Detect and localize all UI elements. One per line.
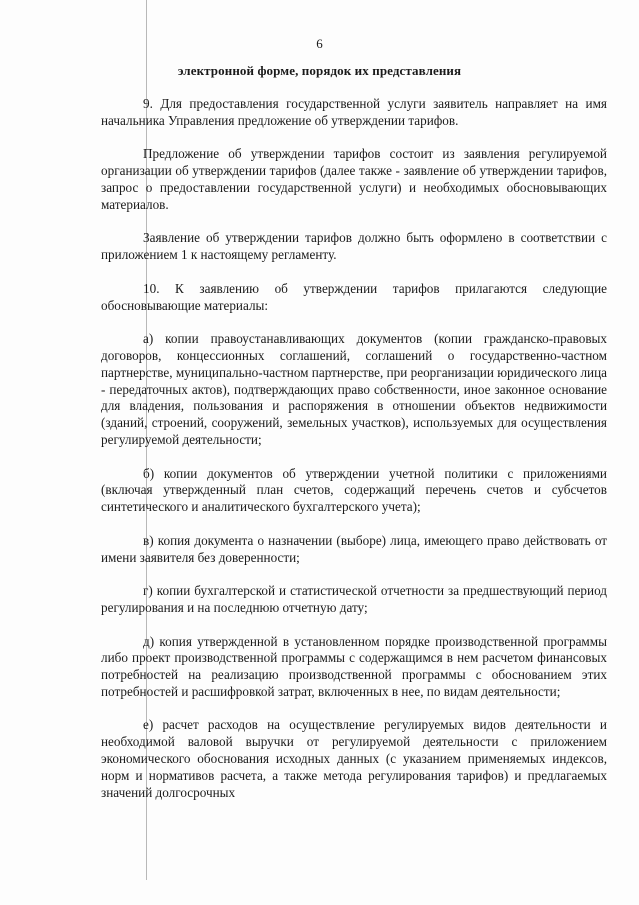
paragraph-9: 9. Для предоставления государственной услуги заявитель направляет на имя начальника Управления предложение об утверждении тарифов.: [101, 96, 607, 128]
paragraph-10: 10. К заявлению об утверждении тарифов прилагаются следующие обосновывающие материалы:: [101, 280, 607, 313]
list-item-a: а) копии правоустанавливающих документов (копии гражданско-правовых договоров, концессионных соглашений, соглашений о государственно-частном партнерстве, муниципально-частном партнерстве, при реорганизации юридического лица - передаточных актов), подтверждающих право собственности, иное законное основание для владения, пользования и распоряжения в отношении объектов недвижимости (зданий, строений, сооружений, земельных участков), используемых для осуществления регулируемой деятельности;: [101, 331, 607, 447]
document-body: [101, 96, 607, 801]
list-item-e: е) расчет расходов на осуществление регулируемых видов деятельности и необходимой валовой выручки от регулируемой деятельности с приложением экономического обоснования исходных данных (с указанием применяемых индексов, норм и нормативов расчета, а также метода регулирования тарифов) и предлагаемых значений долгосрочных: [101, 717, 607, 800]
page-number: 6: [316, 36, 323, 51]
list-item-g: г) копии бухгалтерской и статистической отчетности за предшествующий период регулирования и на последнюю отчетную дату;: [101, 583, 607, 615]
list-item-d: д) копия утвержденной в установленном порядке производственной программы либо проект производственной программы с содержащимся в нем расчетом финансовых потребностей на реализацию производственной программы с обоснованием этих потребностей и расшифровкой затрат, включенных в нее, по видам деятельности;: [101, 633, 607, 699]
list-item-b: б) копии документов об утверждении учетной политики с приложениями (включая утвержденный план счетов, содержащий перечень счетов и субсчетов синтетического и аналитического бухгалтерского учета);: [101, 465, 607, 515]
list-item-v: в) копия документа о назначении (выборе) лица, имеющего право действовать от имени заявителя без доверенности;: [101, 532, 607, 565]
paragraph-proposal-composition: Предложение об утверждении тарифов состоит из заявления регулируемой организации об утверждении тарифов (далее также - заявление об утверждении тарифов, запрос о предоставлении государственной услуги) и необходимых обосновывающих материалов.: [101, 146, 607, 212]
section-heading: электронной форме, порядок их представления: [177, 63, 462, 78]
paragraph-application-form: Заявление об утверждении тарифов должно быть оформлено в соответствии с приложением 1 к настоящему регламенту.: [101, 230, 607, 263]
